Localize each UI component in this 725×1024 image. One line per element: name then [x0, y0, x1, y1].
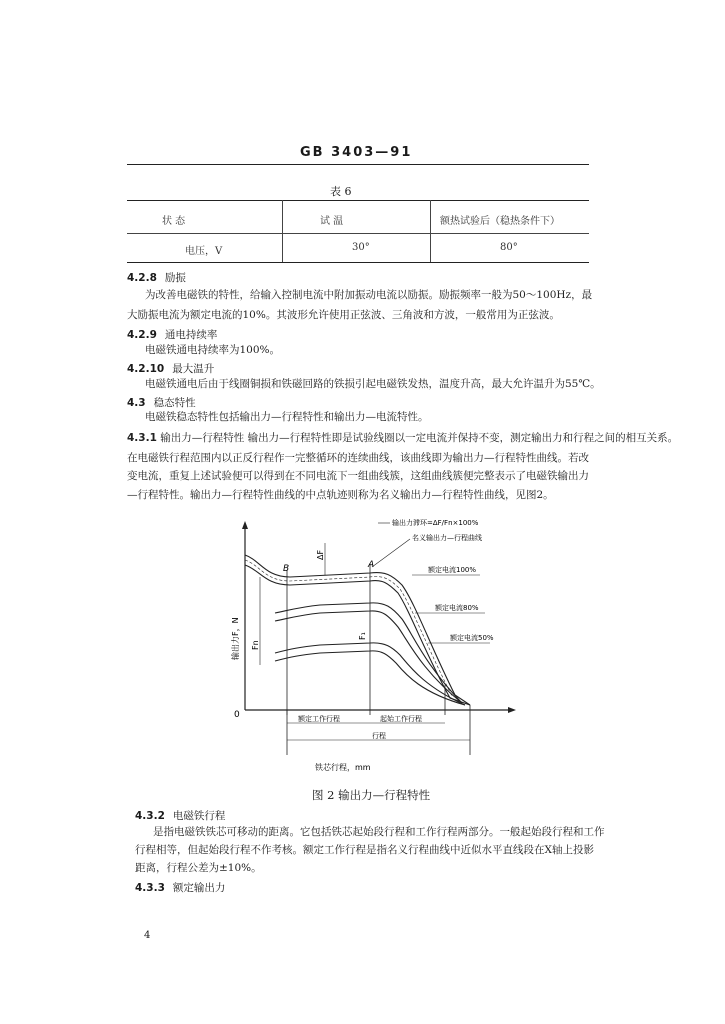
table-col-divider-1 [282, 200, 283, 262]
label-curve-50: 额定电流50% [450, 634, 494, 642]
figure-caption: 图 2 输出力—行程特性 [312, 788, 431, 802]
y-axis-arrow [242, 521, 248, 529]
label-curve-100: 额定电流100% [428, 566, 477, 574]
y-axis-label: 输出力F，N [231, 617, 240, 660]
label-curve-80: 额定电流80% [435, 604, 479, 612]
table-header-heat: 额热试验后（稳热条件下） [440, 216, 560, 227]
table-mid-rule [127, 233, 589, 234]
para-4-3-1-line1: 4.3.1 输出力—行程特性 输出力—行程特性即是试验线圈以一定电流并保持不变，测定输出力和行程之间的相互关系。 [127, 432, 679, 444]
label-work-stroke: 额定工作行程 [298, 715, 340, 723]
para-4-3-1-line4: —行程特性。输出力—行程特性曲线的中点轨迹则称为名义输出力—行程特性曲线，见图2。 [127, 489, 554, 501]
section-4-3-2: 4.3.2 电磁铁行程 [135, 810, 226, 822]
label-total-stroke: 行程 [372, 732, 386, 740]
table-header-temp: 试 温 [320, 216, 344, 227]
curve-nominal [245, 560, 452, 696]
section-4-2-9: 4.2.9 通电持续率 [127, 329, 218, 341]
table-col-divider-2 [430, 200, 431, 262]
label-nominal: 名义输出力—行程曲线 [412, 534, 482, 542]
standard-number: GB 3403—91 [300, 145, 413, 160]
table-cell-cold: 30° [352, 242, 370, 253]
marker-a: A [368, 560, 375, 570]
table-title: 表 6 [330, 185, 352, 198]
page-number: 4 [144, 930, 151, 941]
para-4-3-1-line3: 变电流，重复上述试验便可以得到在不同电流下一组曲线簇，这组曲线簇便完整表示了电磁铁输出力 [127, 470, 589, 482]
figure-2-output-force-stroke [200, 515, 530, 785]
marker-b: B [283, 564, 290, 574]
para-4-2-9: 电磁铁通电持续率为100%。 [145, 344, 281, 356]
marker-fn: Fn [251, 640, 260, 650]
table-cell-hot: 80° [500, 242, 518, 253]
label-start-stroke: 起始工作行程 [380, 715, 422, 723]
marker-f1: F₁ [358, 632, 367, 640]
curve-100-upper [245, 555, 470, 705]
leader-nominal [372, 539, 410, 567]
para-4-3-2-line1: 是指电磁铁铁芯可移动的距离。它包括铁芯起始段行程和工作行程两部分。一般起始段行程和工作 [153, 826, 605, 838]
para-4-3-2-line2: 行程相等，但起始段行程不作考核。额定工作行程是指名义行程曲线中近似水平直线段在X轴上投影 [135, 844, 594, 856]
section-4-3: 4.3 稳态特性 [127, 397, 196, 409]
table-top-rule [127, 200, 589, 201]
section-4-3-3: 4.3.3 额定输出力 [135, 882, 226, 894]
table-cell-voltage: 电压，V [185, 246, 223, 257]
marker-df: ΔF [316, 549, 325, 560]
para-4-2-10: 电磁铁通电后由于线圈铜损和铁磁回路的铁损引起电磁铁发热，温度升高，最大允许温升为55℃。 [145, 378, 601, 390]
curve-80-lower [275, 611, 462, 703]
x-axis-arrow [508, 707, 516, 713]
section-4-2-10: 4.2.10 最大温升 [127, 363, 215, 375]
para-4-2-8-line1: 为改善电磁铁的特性，给输入控制电流中附加振动电流以励振。励振频率一般为50～100Hz，最 [145, 289, 593, 301]
header-rule [127, 164, 589, 165]
para-4-3-2-line3: 距离，行程公差为±10%。 [135, 862, 262, 874]
table-header-state: 状 态 [162, 216, 186, 227]
table-bottom-rule [127, 262, 589, 263]
origin-label: 0 [234, 710, 240, 720]
x-axis-label: 铁芯行程，mm [315, 763, 371, 772]
label-hysteresis: 输出力滞环=ΔF/Fn×100% [392, 519, 479, 527]
para-4-3: 电磁铁稳态特性包括输出力—行程特性和输出力—电流特性。 [145, 411, 429, 423]
para-4-2-8-line2: 大励振电流为额定电流的10%。其波形允许使用正弦波、三角波和方波，一般常用为正弦波。 [127, 309, 560, 321]
para-4-3-1-line2: 在电磁铁行程范围内以正反行程作一完整循环的连续曲线，该曲线即为输出力—行程特性曲线。若改 [127, 452, 589, 464]
section-4-2-8: 4.2.8 励振 [127, 272, 186, 284]
